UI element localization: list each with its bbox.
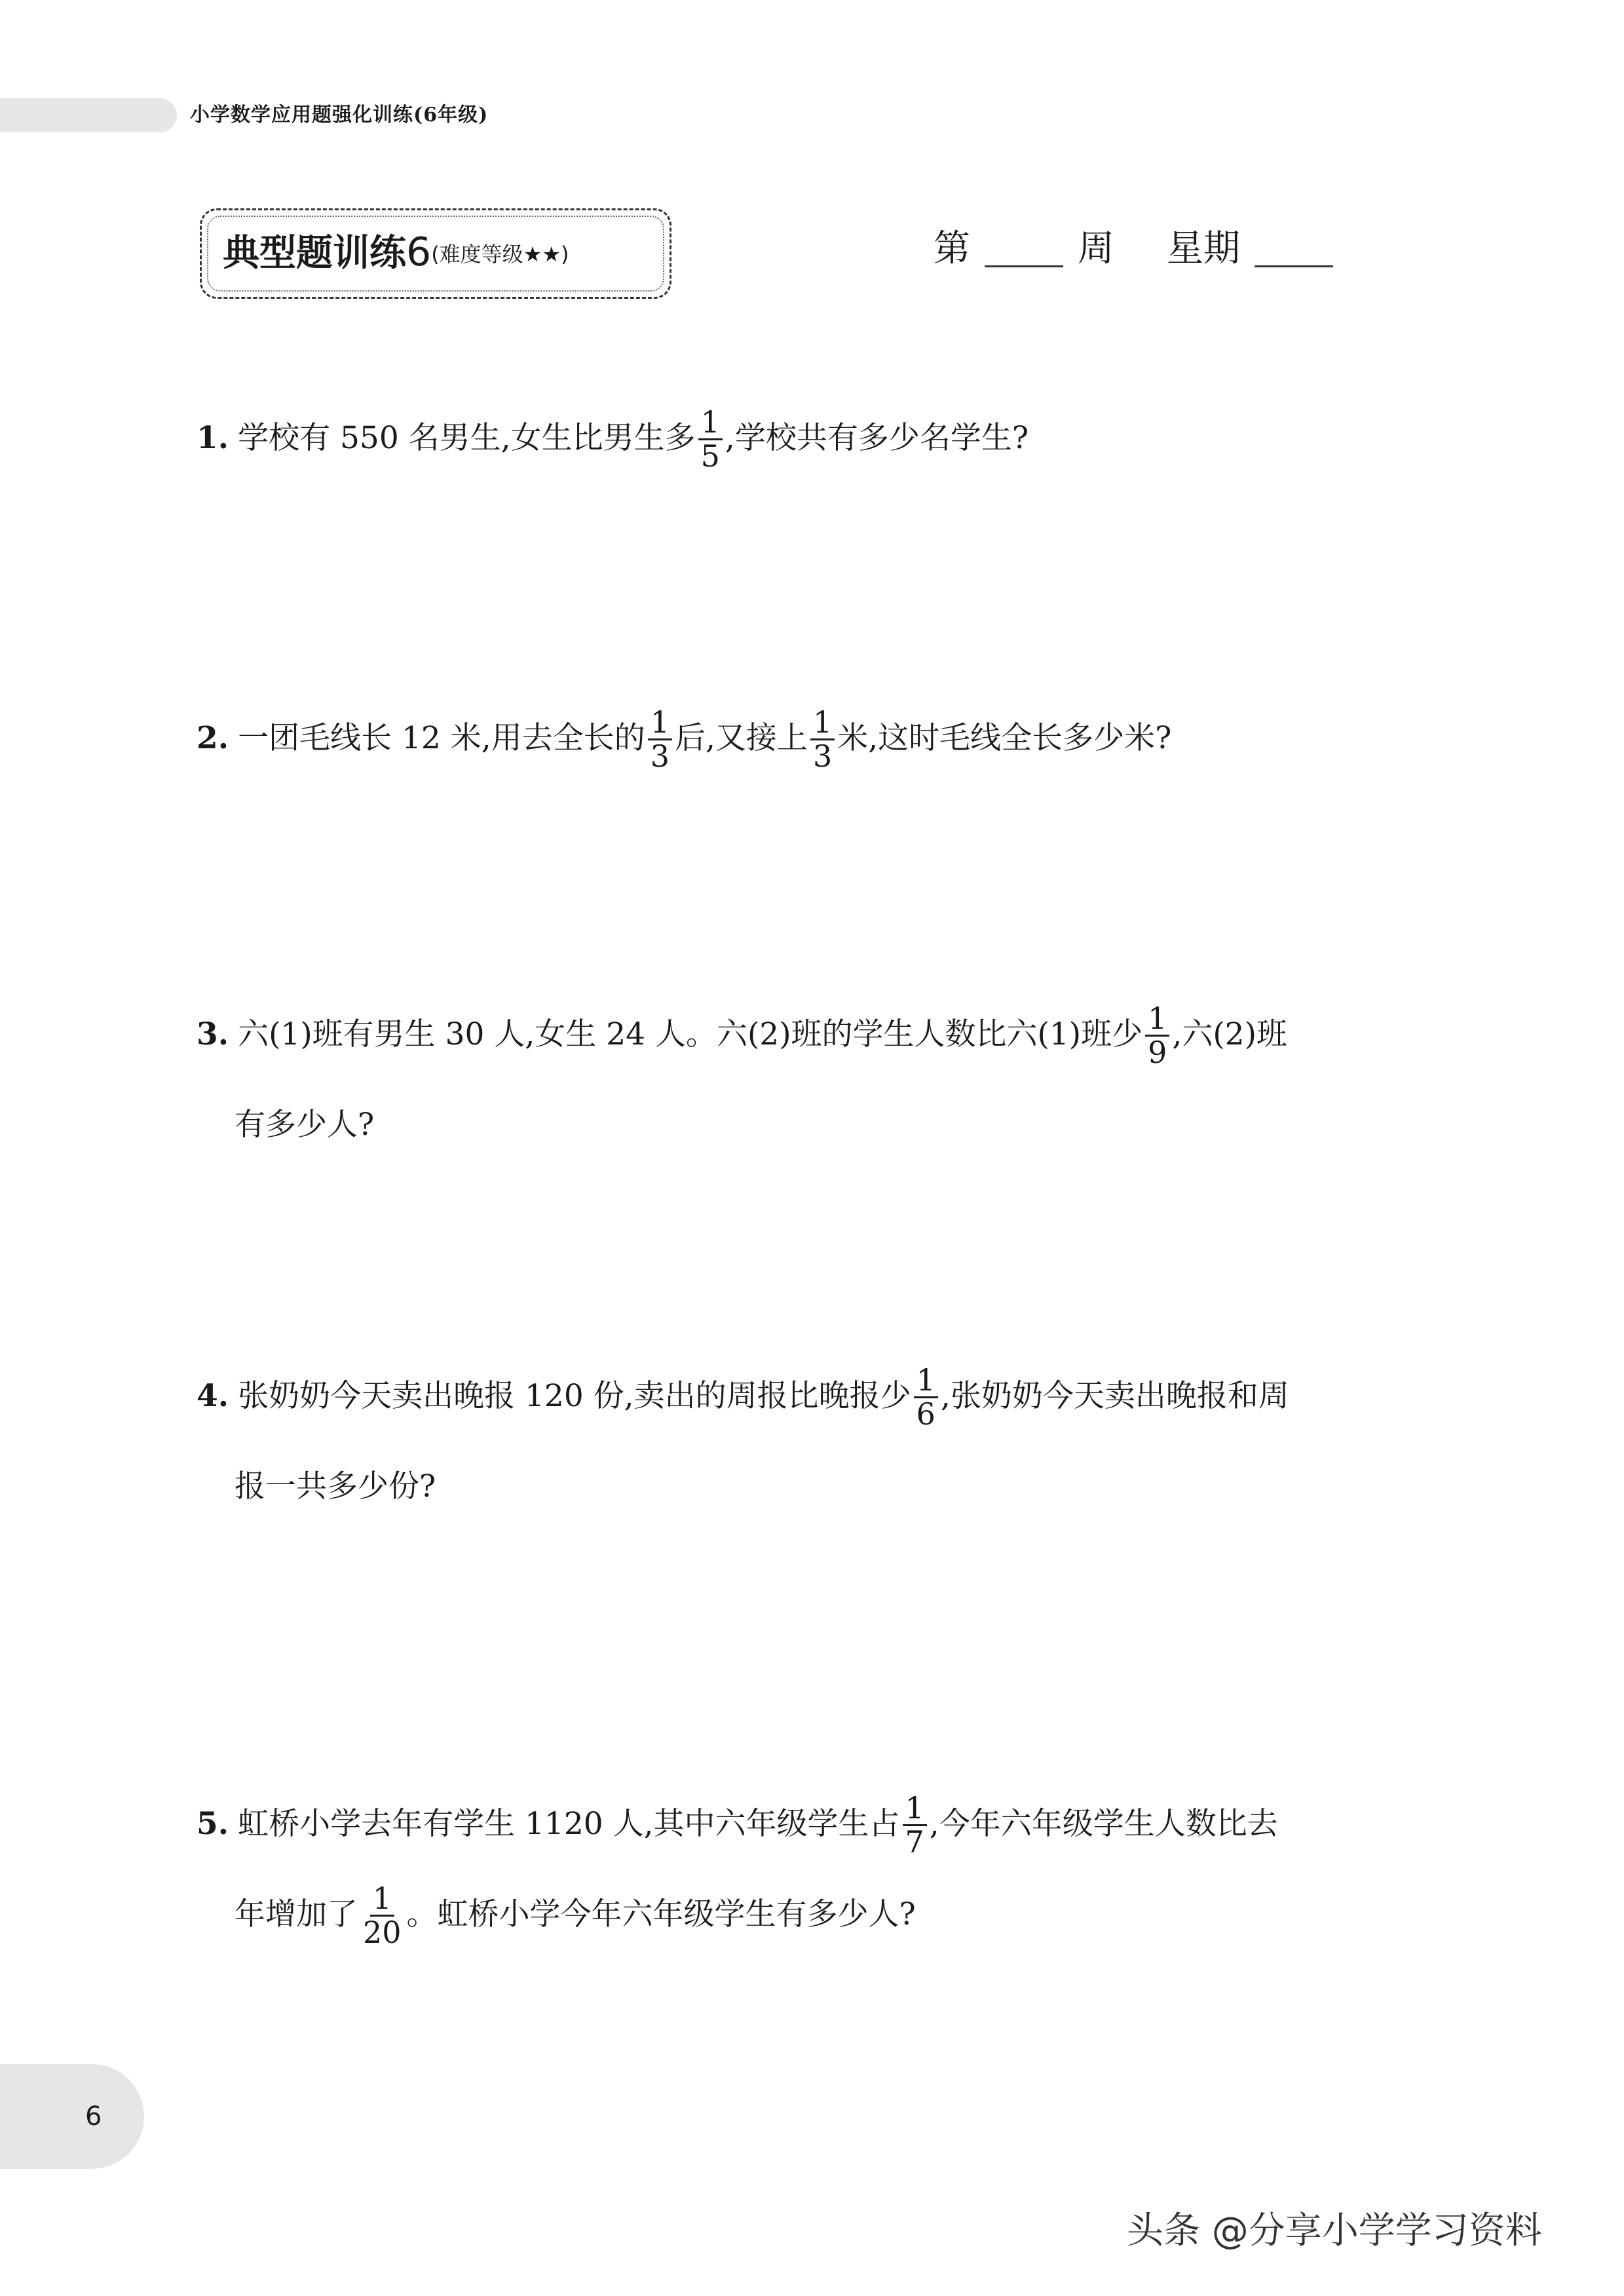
section-title <box>223 223 569 282</box>
page-number-tab <box>0 2064 144 2169</box>
fraction: $\frac{1}{3}$ <box>810 706 835 772</box>
header-tab <box>0 98 177 132</box>
fraction: $\frac{1}{7}$ <box>903 1792 927 1858</box>
fraction: $\frac{1}{9}$ <box>1145 1003 1169 1068</box>
day-blank[interactable] <box>1255 265 1333 267</box>
week-prefix: 第 <box>934 227 970 270</box>
problem-number: 3. <box>197 1016 229 1052</box>
problem-number: 1. <box>197 420 229 456</box>
problem-number: 2. <box>197 720 229 756</box>
week-suffix: 周 <box>1078 227 1114 270</box>
fraction: $\frac{1}{5}$ <box>698 406 723 472</box>
fraction: $\frac{1}{3}$ <box>648 706 672 772</box>
difficulty-label: (难度等级★★) <box>431 242 569 267</box>
problem-2: 2. 一团毛线长 12 米,用去全长的 $\frac{1}{3}$ 后,又接上 $\frac{1}{3}$ 米,这时毛线全长多少米? <box>197 704 1172 774</box>
section-title-text: 典型题训练 <box>223 232 406 275</box>
fraction: $\frac{1}{6}$ <box>914 1364 938 1430</box>
section-number: 6 <box>406 229 432 275</box>
week-blank[interactable] <box>985 265 1063 267</box>
problem-1: 1. 学校有 550 名男生,女生比男生多 $\frac{1}{5}$ ,学校共有多少名学生? <box>197 404 1029 474</box>
problem-3: 3. 六(1)班有男生 30 人,女生 24 人。六(2)班的学生人数比六(1)班少 $\frac{1}{9}$ ,六(2)班 有多少人? <box>197 1001 1287 1143</box>
watermark: 头条 @分享小学学习资料 <box>1127 2210 1542 2252</box>
problem-number: 4. <box>197 1378 229 1414</box>
book-title: 小学数学应用题强化训练(6年级) <box>190 104 489 126</box>
day-label: 星期 <box>1167 227 1240 270</box>
page-number: 6 <box>85 2101 102 2132</box>
problem-4: 4. 张奶奶今天卖出晚报 120 份,卖出的周报比晚报少 $\frac{1}{6}$ ,张奶奶今天卖出晚报和周 报一共多少份? <box>197 1362 1289 1504</box>
schedule-line <box>934 216 1348 282</box>
fraction: $\frac{1}{20}$ <box>363 1881 402 1950</box>
problem-number: 5. <box>197 1806 229 1842</box>
problem-5: 5. 虹桥小学去年有学生 1120 人,其中六年级学生占 $\frac{1}{7}$ ,今年六年级学生人数比去 年增加了 $\frac{1}{20}$ 。虹桥小学今年六年级学生有多少人? <box>197 1790 1278 1950</box>
